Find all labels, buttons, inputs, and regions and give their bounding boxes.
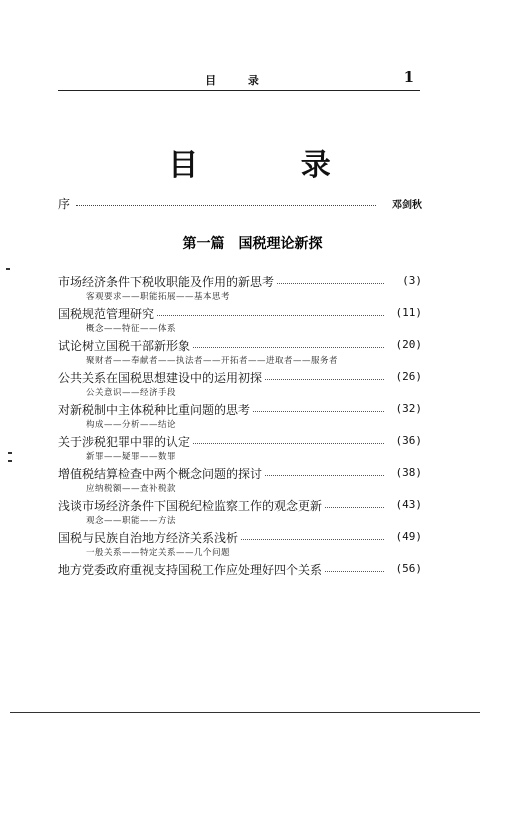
preface-author: 邓剑秋 bbox=[392, 200, 422, 211]
running-title: 目 录 bbox=[205, 74, 273, 87]
entry-subtitle: 聚财者——奉献者——执法者——开拓者——进取者——服务者 bbox=[86, 356, 339, 366]
entry-page: (56) bbox=[393, 562, 423, 575]
running-header bbox=[58, 68, 420, 91]
part-heading bbox=[0, 233, 505, 253]
entry-title: 市场经济条件下税收职能及作用的新思考 bbox=[58, 273, 277, 290]
entry-subtitle: 一般关系——特定关系——几个问题 bbox=[86, 548, 231, 558]
entry-page: (3) bbox=[399, 274, 422, 287]
entry-subtitle: 构成——分析——结论 bbox=[86, 420, 177, 430]
entry-subtitle: 观念——职能——方法 bbox=[86, 516, 177, 526]
page-number: 1 bbox=[403, 68, 414, 86]
entry-title: 国税规范管理研究 bbox=[58, 305, 157, 322]
entry-title: 地方党委政府重视支持国税工作应处理好四个关系 bbox=[58, 561, 325, 578]
toc-entry[interactable] bbox=[58, 273, 422, 305]
scan-mark bbox=[6, 268, 10, 270]
toc-entries bbox=[58, 273, 422, 593]
toc-entry[interactable] bbox=[58, 465, 422, 497]
scan-mark bbox=[8, 452, 12, 454]
entry-title: 增值税结算检查中两个概念问题的探讨 bbox=[58, 465, 265, 482]
entry-page: (11) bbox=[393, 306, 423, 319]
entry-page: (49) bbox=[393, 530, 423, 543]
dot-leader bbox=[76, 205, 376, 206]
entry-subtitle: 概念——特征——体系 bbox=[86, 324, 177, 334]
entry-page: (36) bbox=[393, 434, 423, 447]
entry-title: 公共关系在国税思想建设中的运用初探 bbox=[58, 369, 265, 386]
part-number: 第一篇 bbox=[182, 236, 225, 252]
page-title: 目 录 bbox=[168, 148, 377, 183]
entry-title: 关于涉税犯罪中罪的认定 bbox=[58, 433, 193, 450]
entry-subtitle: 应纳税额——查补税款 bbox=[86, 484, 177, 494]
entry-page: (38) bbox=[393, 466, 423, 479]
entry-page: (43) bbox=[393, 498, 423, 511]
entry-subtitle: 新罪——疑罪——数罪 bbox=[86, 452, 177, 462]
entry-page: (20) bbox=[393, 338, 423, 351]
entry-title: 国税与民族自治地方经济关系浅析 bbox=[58, 529, 241, 546]
entry-subtitle: 客观要求——职能拓展——基本思考 bbox=[86, 292, 231, 302]
toc-entry[interactable] bbox=[58, 369, 422, 401]
entry-title: 浅谈市场经济条件下国税纪检监察工作的观念更新 bbox=[58, 497, 325, 514]
entry-title: 试论树立国税干部新形象 bbox=[58, 337, 193, 354]
entry-page: (26) bbox=[393, 370, 423, 383]
toc-entry[interactable] bbox=[58, 337, 422, 369]
toc-preface-entry[interactable] bbox=[58, 195, 422, 213]
preface-label: 序 bbox=[58, 197, 71, 211]
entry-subtitle: 公关意识——经济手段 bbox=[86, 388, 177, 398]
entry-page: (32) bbox=[393, 402, 423, 415]
toc-entry[interactable] bbox=[58, 529, 422, 561]
toc-entry[interactable] bbox=[58, 497, 422, 529]
toc-entry[interactable] bbox=[58, 561, 422, 593]
bottom-rule bbox=[10, 712, 480, 713]
scan-mark bbox=[8, 460, 12, 462]
toc-entry[interactable] bbox=[58, 433, 422, 465]
toc-entry[interactable] bbox=[58, 401, 422, 433]
toc-entry[interactable] bbox=[58, 305, 422, 337]
entry-title: 对新税制中主体税种比重问题的思考 bbox=[58, 401, 253, 418]
part-name: 国税理论新探 bbox=[238, 236, 323, 252]
